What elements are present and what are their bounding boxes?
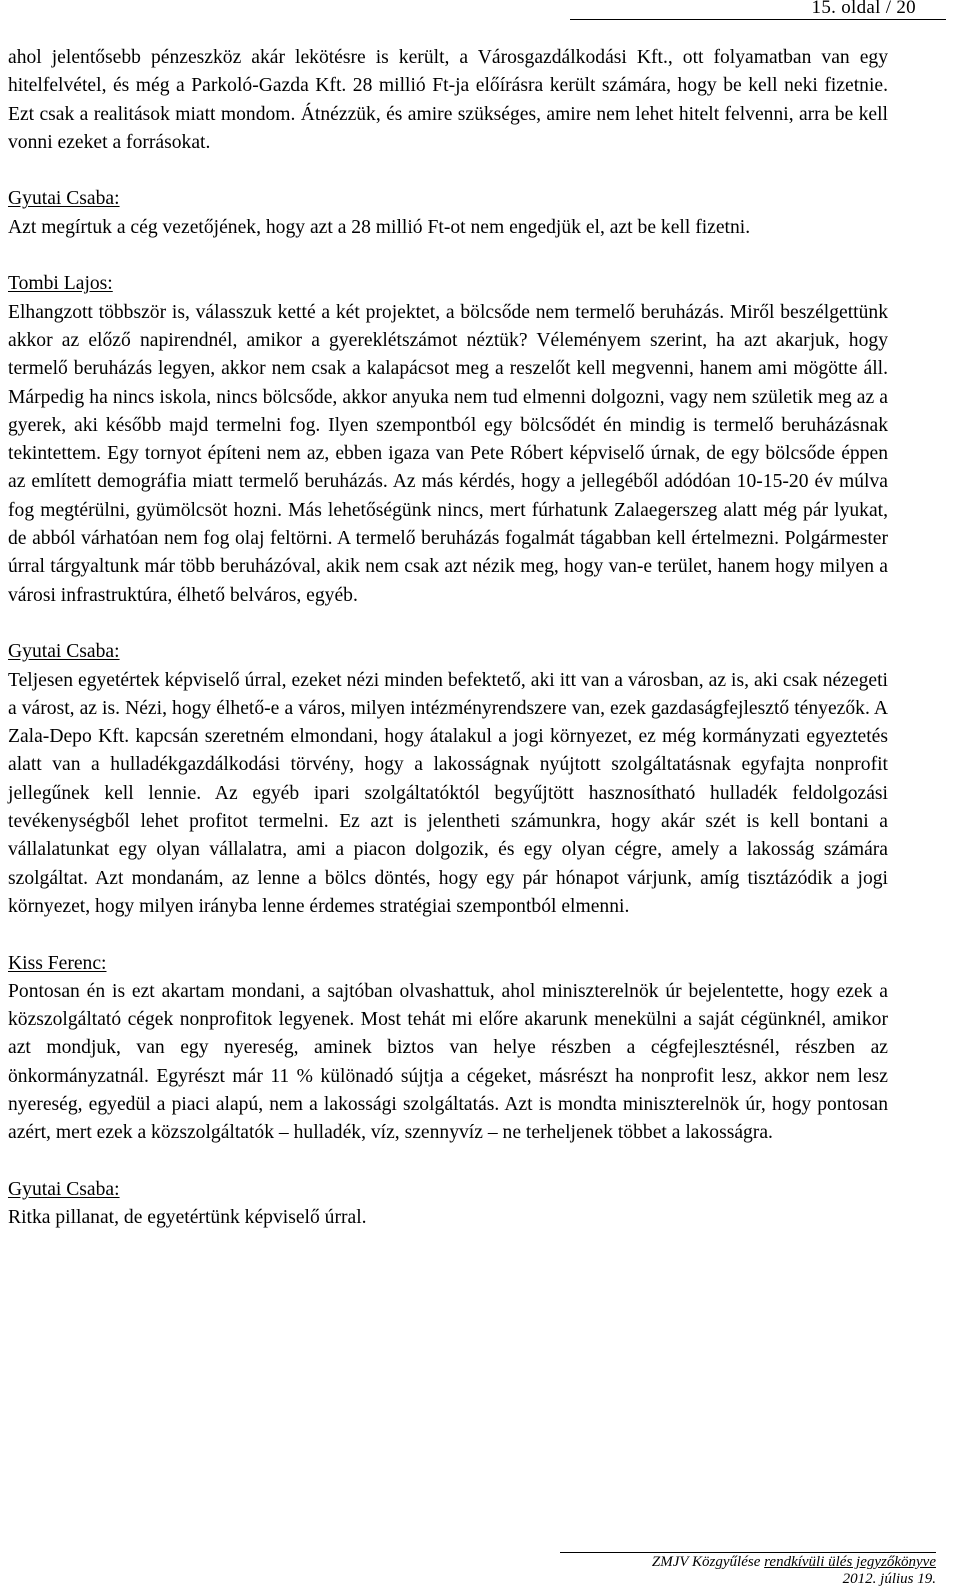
- speaker-name: Tombi Lajos:: [8, 273, 113, 295]
- page-number: 15. oldal / 20: [811, 0, 916, 18]
- document-body: [8, 44, 888, 1232]
- footer-date: 2012. július 19.: [842, 1571, 936, 1587]
- speech-paragraph: Elhangzott többször is, válasszuk ketté a két projektet, a bölcsőde nem termelő beruházás. Miről beszélgettünk akkor az előző napirendnél, amikor a gyereklétszámot néztük? Véleményem szerint, ha azt akarjuk, hogy termelő beruházás legyen, akkor nem csak a kalapácsot meg a reszelőt kell megvenni, hanem ami mögötte áll. Márpedig ha nincs iskola, nincs bölcsőde, akkor anyuka nem tud elmenni dolgozni, vagy nem születik meg az a gyerek, aki később majd termelni fog. Ilyen szempontból egy bölcsődét én mindig is termelő beruházásnak tekintettem. Egy tornyot építeni nem az, ebben igaza van Pete Róbert képviselő úrnak, de egy bölcsőde éppen az említett demográfia miatt termelő beruházás. Az más kérdés, hogy a jellegéből adódóan 10-15-20 év múlva fog megtérülni, gyümölcsöt hozni. Más lehetőségünk nincs, mert fúrhatunk Zalaegerszeg alatt még pár lyukat, de abból várhatóan nem fog olaj feltörni. A termelő beruházás fogalmát tágabban kell értelmezni. Polgármester úrral tárgyaltunk már több beruházóval, akik nem csak azt nézik meg, hogy van-e terület, hanem hogy milyen a városi infrastruktúra, élhető belváros, egyéb.: [8, 301, 888, 606]
- speaker-name: Kiss Ferenc:: [8, 952, 107, 974]
- footer-prefix: ZMJV Közgyűlése: [651, 1554, 765, 1570]
- speaker-name: Gyutai Csaba:: [8, 188, 120, 210]
- header-rule: [570, 19, 946, 20]
- footer-rule: [560, 1552, 936, 1553]
- speech-paragraph: Azt megírtuk a cég vezetőjének, hogy azt a 28 millió Ft-ot nem engedjük el, azt be kell fizetni.: [8, 216, 751, 238]
- footer-document-title: [560, 1554, 936, 1571]
- speech-paragraph: Pontosan én is ezt akartam mondani, a sajtóban olvashattuk, ahol miniszterelnök úr bejelentette, hogy ezek a közszolgáltató cégek nonprofitok legyenek. Most tehát mi előre akarunk menekülni a saját cégünknél, amikor azt mondjuk, van egy nyereség, aminek biztos van helye részben a cégfejlesztésnél, részben az önkormányzatnál. Egyrészt már 11 % különadó sújtja a cégeket, másrészt ha nonprofit lesz, akkor nem lesz nyereség, egyedül a piaci alapú, nem a lakossági szolgáltatás. Azt is mondta miniszterelnök úr, hogy pontosan azért, mert ezek a közszolgáltatók – hulladék, víz, szennyvíz – ne terheljenek többet a lakosságra.: [8, 980, 888, 1144]
- speaker-name: Gyutai Csaba:: [8, 1178, 120, 1200]
- footer-title-underlined: rendkívüli ülés jegyzőkönyve: [764, 1554, 936, 1570]
- page-header: [0, 0, 946, 20]
- speech-paragraph: Teljesen egyetértek képviselő úrral, ezeket nézi minden befektető, aki itt van a városban, az is, aki csak nézegeti a várost, az is. Nézi, hogy élhető-e a város, milyen intézményrendszere van, ezek gazdaságfejlesztő tényezők. A Zala-Depo Kft. kapcsán szeretném elmondani, hogy átalakul a jogi környezet, ez még kormányzati egyeztetés alatt van a hulladékgazdálkodási törvény, hogy a lakosságnak nyújtott szolgáltatásnak egyfajta nonprofit jellegűnek kell lennie. Az egyéb ipari szolgáltatóktól begyűjtött hasznosítható hulladék feldolgozási tevékenységből lehet profitot termelni. Ez azt is jelentheti számunkra, hogy akár szét is kell bontani a vállalatunkat egy olyan vállalatra, ami a piacon dolgozik, és egy olyan cégre, amely a lakosság számára szolgáltat. Azt mondanám, az lenne a bölcs döntés, hogy egy pár hónapot várjunk, amíg tisztázódik a jogi környezet, hogy milyen irányba lenne érdemes stratégiai szempontból elmenni.: [8, 669, 888, 917]
- speaker-name: Gyutai Csaba:: [8, 641, 120, 663]
- opening-paragraph: ahol jelentősebb pénzeszköz akár lekötésre is került, a Városgazdálkodási Kft., ott folyamatban van egy hitelfelvétel, és még a Parkoló-Gazda Kft. 28 millió Ft-ja előírásra került számára, hogy be kell neki fizetnie. Ezt csak a realitások miatt mondom. Átnézzük, és amire szükséges, amire nem lehet hitelt felvenni, arra be kell vonni ezeket a forrásokat.: [8, 47, 888, 153]
- speech-paragraph: Ritka pillanat, de egyetértünk képviselő úrral.: [8, 1207, 367, 1229]
- page-footer: [560, 1552, 936, 1588]
